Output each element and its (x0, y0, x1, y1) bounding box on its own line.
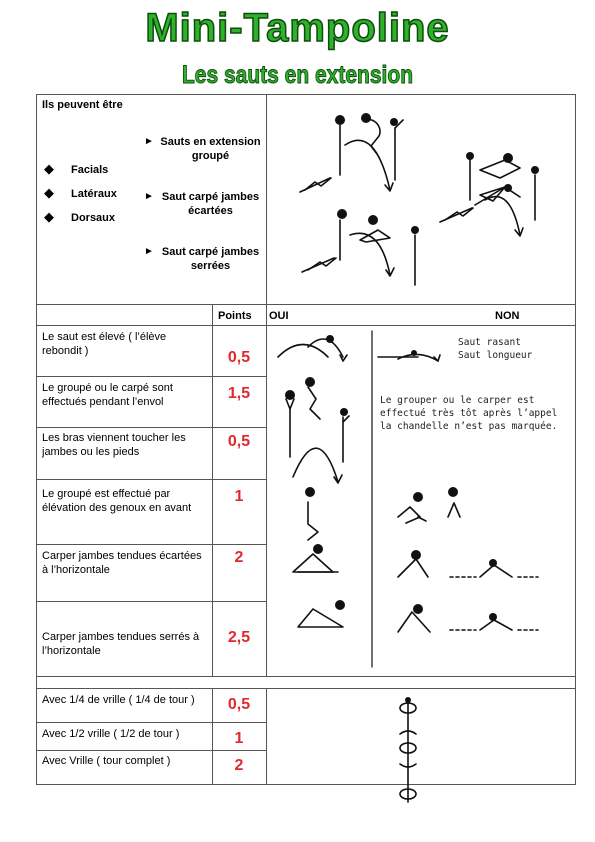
points-value: 2,5 (227, 629, 251, 646)
bullet-item: Facials (71, 164, 109, 176)
criterion-text: Avec 1/4 de vrille ( 1/4 de tour ) (42, 694, 195, 706)
criterion-text: Le saut est élevé ( l’élève rebondit ) (42, 331, 167, 357)
arrow-icon: ► (144, 136, 154, 147)
points-value: 0,5 (227, 696, 251, 713)
criterion-text: Carper jambes tendues écartées à l’horizontale (42, 550, 202, 576)
jump-item: Saut carpé jambes serrées (161, 246, 260, 272)
intro-heading: Ils peuvent être (42, 99, 123, 111)
arrow-icon: ► (144, 246, 154, 257)
col-header-oui: OUI (269, 310, 289, 322)
points-value: 0,5 (227, 349, 251, 366)
non-note-line: effectué très tôt après l’appel (380, 408, 558, 419)
criterion-text: Le groupé ou le carpé sont effectués pendant l’envol (42, 382, 173, 408)
points-value: 2 (234, 757, 244, 774)
col-header-points: Points (218, 310, 252, 322)
jump-item: Sauts en extension groupé (160, 136, 261, 162)
points-value: 1,5 (227, 385, 251, 402)
bullet-item: Latéraux (71, 188, 117, 200)
bullet-item: Dorsaux (71, 212, 116, 224)
points-value: 1 (234, 488, 244, 505)
criterion-text: Les bras viennent toucher les jambes ou les pieds (42, 432, 186, 458)
diamond-icon: ◆ (44, 209, 54, 224)
arrow-icon: ► (144, 191, 154, 202)
points-value: 2 (234, 549, 244, 566)
page-subtitle: Les sauts en extension (181, 61, 414, 89)
jump-sketches-illustration (270, 100, 570, 300)
criterion-text: Avec Vrille ( tour complet ) (42, 755, 171, 767)
non-note-line: la chandelle n’est pas marquée. (380, 421, 558, 432)
diamond-icon: ◆ (44, 185, 54, 200)
criterion-text: Avec 1/2 vrille ( 1/2 de tour ) (42, 728, 180, 740)
criterion-text: Le groupé est effectué par élévation des genoux en avant (42, 488, 192, 514)
page-title: Mini-Tampoline (145, 6, 450, 50)
non-note-line: Le grouper ou le carper est (380, 395, 535, 406)
points-value: 1 (234, 730, 244, 747)
non-note-saut-longueur: Saut longueur (458, 350, 533, 361)
vrille-sketch-illustration (368, 692, 448, 814)
criterion-text: Carper jambes tendues serrés à l’horizontale (42, 631, 200, 657)
diamond-icon: ◆ (44, 161, 54, 176)
col-header-non: NON (495, 310, 520, 322)
jump-item: Saut carpé jambes écartées (161, 191, 260, 217)
non-note-saut-rasant: Saut rasant (458, 337, 521, 348)
oui-non-sketches-illustration (268, 327, 574, 675)
points-value: 0,5 (227, 433, 251, 450)
